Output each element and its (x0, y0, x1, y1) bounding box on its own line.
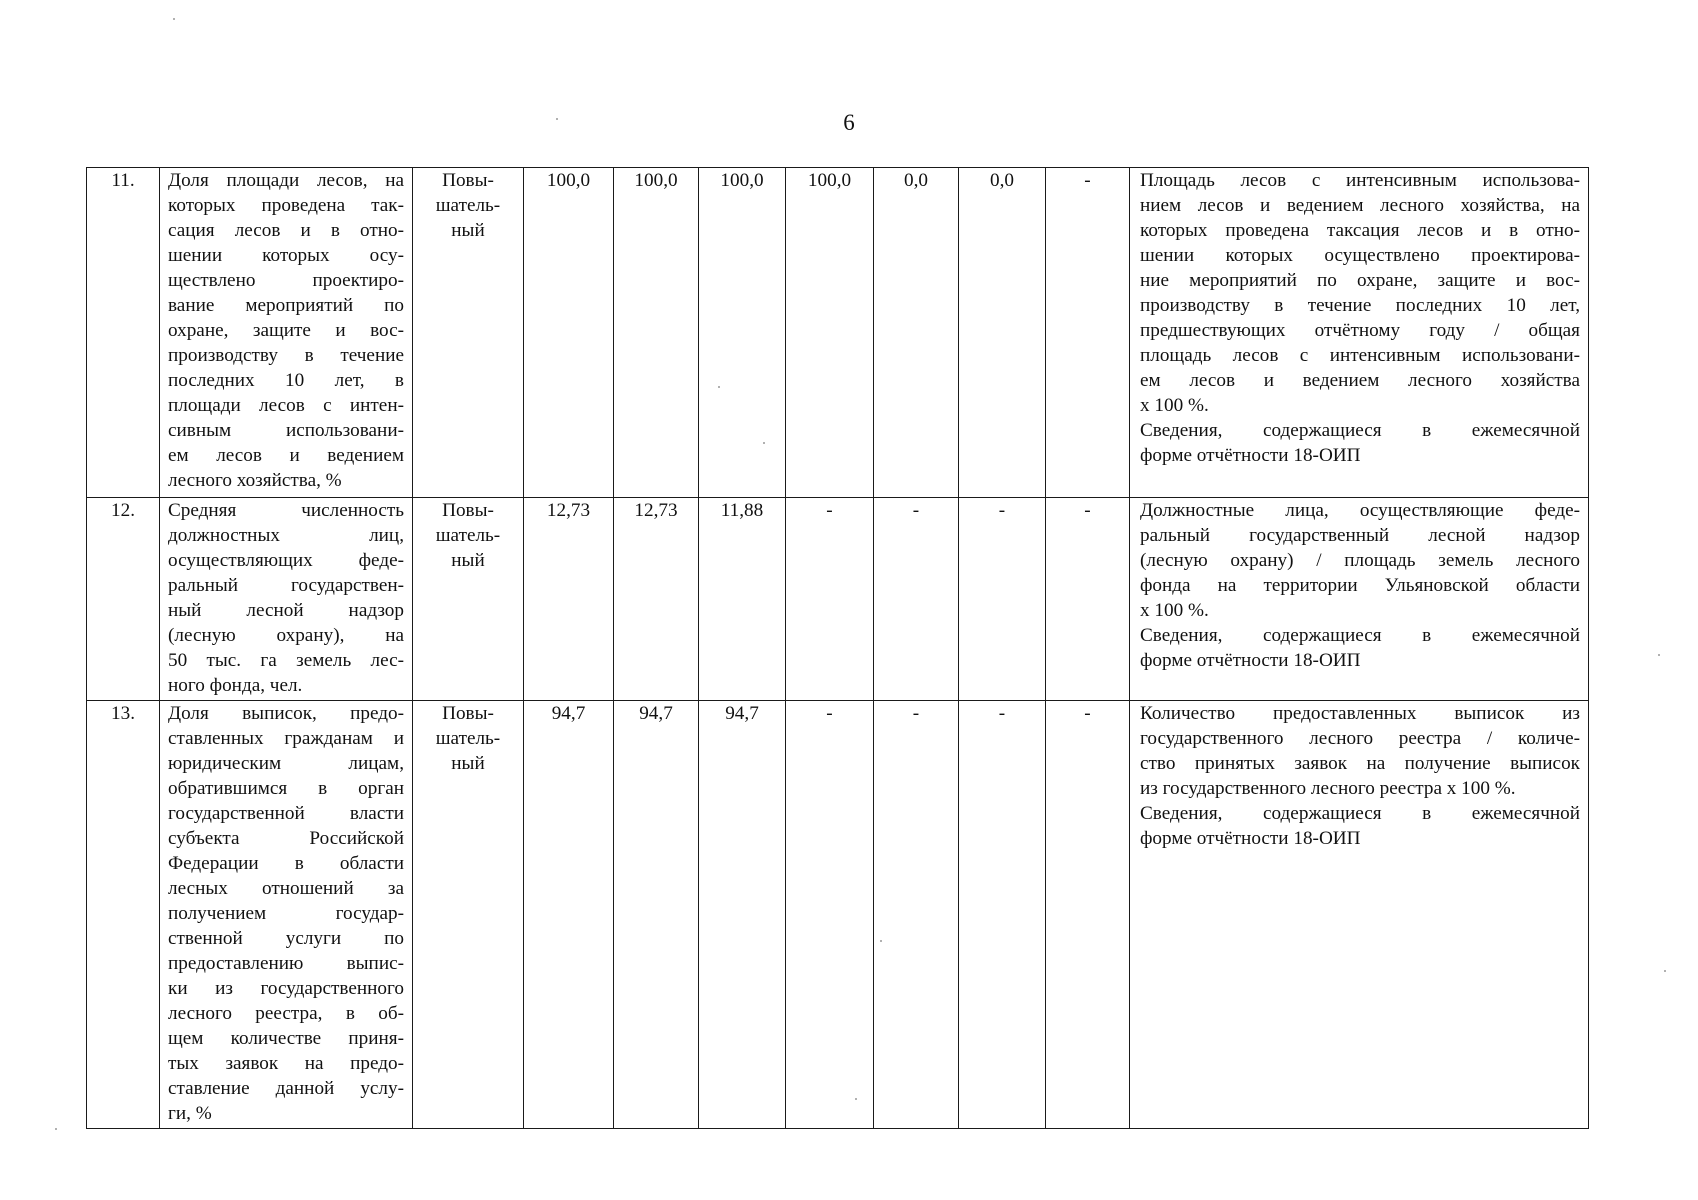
scan-speck (55, 1128, 57, 1130)
indicator-value: 0,0 (959, 168, 1046, 498)
indicator-value: 0,0 (874, 168, 959, 498)
indicator-name-line: юридическим лицам, (168, 753, 404, 774)
indicator-value: - (959, 701, 1046, 1129)
table-row (87, 701, 1589, 1129)
indicator-name-line: предоставлению выпис- (168, 953, 404, 974)
indicator-methodology-line: Количество предоставленных выписок из (1140, 703, 1580, 724)
indicator-value: 94,7 (699, 701, 786, 1129)
indicator-name-line: 50 тыс. га земель лес- (168, 650, 404, 671)
indicator-methodology-line: Сведения, содержащиеся в ежемесячной (1140, 625, 1580, 646)
indicator-value: - (786, 498, 874, 701)
indicator-methodology (1130, 701, 1589, 1129)
row-number: 12. (87, 498, 160, 701)
indicator-name (160, 168, 413, 498)
indicator-methodology-line: Сведения, содержащиеся в ежемесячной (1140, 420, 1580, 441)
indicator-direction-line: ный (451, 753, 485, 774)
indicator-methodology-line: нием лесов и ведением лесного хозяйства, на (1140, 195, 1580, 216)
indicator-methodology-line: производству в течение последних 10 лет, (1140, 295, 1580, 316)
indicator-name-line: ществлено проектиро- (168, 270, 404, 291)
indicator-name-line: охране, защите и вос- (168, 320, 404, 341)
indicator-direction (413, 168, 524, 498)
scan-speck (718, 386, 720, 388)
row-number: 11. (87, 168, 160, 498)
indicator-name-line: производству в течение (168, 345, 404, 366)
table-row (87, 168, 1589, 498)
indicator-name-line: лесного реестра, в об- (168, 1003, 404, 1024)
indicator-methodology-line: (лесную охрану) / площадь земель лесного (1140, 550, 1580, 571)
indicator-value: 11,88 (699, 498, 786, 701)
indicator-name-line: ного фонда, чел. (168, 675, 303, 696)
indicators-table (86, 167, 1589, 1129)
indicator-name-line: тых заявок на предо- (168, 1053, 404, 1074)
indicator-methodology-line: ние мероприятий по охране, защите и вос- (1140, 270, 1580, 291)
indicator-methodology-line: форме отчётности 18-ОИП (1140, 828, 1361, 849)
indicator-name-line: Средняя численность (168, 500, 404, 521)
indicator-name-line: осуществляющих феде- (168, 550, 404, 571)
indicator-name-line: Доля выписок, предо- (168, 703, 404, 724)
indicator-direction-line: ный (451, 220, 485, 241)
indicator-methodology-line: ральный государственный лесной надзор (1140, 525, 1580, 546)
indicator-name (160, 701, 413, 1129)
indicator-value: 12,73 (524, 498, 614, 701)
indicator-methodology-line: площадь лесов с интенсивным использовани- (1140, 345, 1580, 366)
indicator-name-line: которых проведена так- (168, 195, 404, 216)
indicator-direction-line: шатель- (435, 195, 501, 216)
indicator-name-line: ки из государственного (168, 978, 404, 999)
indicator-value: 100,0 (524, 168, 614, 498)
indicator-methodology-line: которых проведена таксация лесов и в отно- (1140, 220, 1580, 241)
indicator-value: - (959, 498, 1046, 701)
indicator-methodology-line: государственного лесного реестра / количе- (1140, 728, 1580, 749)
indicator-name-line: сивным использовани- (168, 420, 404, 441)
indicator-name-line: ги, % (168, 1103, 212, 1124)
indicator-value: - (1046, 168, 1130, 498)
indicator-methodology-line: ство принятых заявок на получение выписок (1140, 753, 1580, 774)
indicator-methodology (1130, 498, 1589, 701)
indicator-methodology-line: Площадь лесов с интенсивным использова- (1140, 170, 1580, 191)
indicator-name-line: должностных лиц, (168, 525, 404, 546)
indicator-name-line: ставленных гражданам и (168, 728, 404, 749)
indicator-name-line: лесных отношений за (168, 878, 404, 899)
indicator-methodology-line: Должностные лица, осуществляющие феде- (1140, 500, 1580, 521)
indicator-methodology-line: форме отчётности 18-ОИП (1140, 445, 1361, 466)
scan-speck (880, 940, 882, 942)
indicator-methodology-line: ем лесов и ведением лесного хозяйства (1140, 370, 1580, 391)
indicator-methodology-line: из государственного лесного реестра х 100 %. (1140, 778, 1516, 799)
indicator-methodology-line: Сведения, содержащиеся в ежемесячной (1140, 803, 1580, 824)
indicator-name-line: (лесную охрану), на (168, 625, 404, 646)
indicator-name-line: Доля площади лесов, на (168, 170, 404, 191)
scan-speck (173, 18, 175, 20)
table-row (87, 498, 1589, 701)
indicator-value: - (786, 701, 874, 1129)
indicator-value: - (1046, 498, 1130, 701)
scan-speck (855, 1098, 857, 1100)
row-number: 13. (87, 701, 160, 1129)
indicator-methodology (1130, 168, 1589, 498)
indicator-value: - (874, 498, 959, 701)
indicator-direction-line: Повы- (442, 170, 494, 191)
indicator-methodology-line: шении которых осуществлено проектирова- (1140, 245, 1580, 266)
indicator-name-line: ем лесов и ведением (168, 445, 404, 466)
indicator-name-line: вание мероприятий по (168, 295, 404, 316)
indicator-methodology-line: предшествующих отчётному году / общая (1140, 320, 1580, 341)
indicator-direction (413, 498, 524, 701)
page-number: 6 (843, 110, 855, 135)
indicator-direction-line: шатель- (435, 728, 501, 749)
indicator-name-line: получением государ- (168, 903, 404, 924)
indicator-name-line: ственной услуги по (168, 928, 404, 949)
indicator-name-line: сация лесов и в отно- (168, 220, 404, 241)
indicator-name-line: Федерации в области (168, 853, 404, 874)
indicator-methodology-line: х 100 %. (1140, 395, 1209, 416)
indicator-direction-line: Повы- (442, 500, 494, 521)
indicator-name-line: ральный государствен- (168, 575, 404, 596)
indicator-name-line: ный лесной надзор (168, 600, 404, 621)
indicator-value: 12,73 (614, 498, 699, 701)
scan-speck (556, 118, 558, 120)
indicator-name-line: лесного хозяйства, % (168, 470, 342, 491)
indicator-name-line: ставление данной услу- (168, 1078, 404, 1099)
indicator-methodology-line: форме отчётности 18-ОИП (1140, 650, 1361, 671)
indicator-methodology-line: х 100 %. (1140, 600, 1209, 621)
indicator-name (160, 498, 413, 701)
indicator-direction-line: Повы- (442, 703, 494, 724)
scan-speck (763, 442, 765, 444)
indicator-value: 100,0 (614, 168, 699, 498)
indicator-direction-line: шатель- (435, 525, 501, 546)
indicator-direction-line: ный (451, 550, 485, 571)
scan-speck (1664, 970, 1666, 972)
indicator-name-line: площади лесов с интен- (168, 395, 404, 416)
scan-speck (1658, 654, 1660, 656)
indicator-value: 100,0 (699, 168, 786, 498)
indicator-value: - (874, 701, 959, 1129)
indicator-name-line: шении которых осу- (168, 245, 404, 266)
indicator-direction (413, 701, 524, 1129)
indicator-name-line: щем количестве приня- (168, 1028, 404, 1049)
indicator-value: - (1046, 701, 1130, 1129)
indicator-methodology-line: фонда на территории Ульяновской области (1140, 575, 1580, 596)
indicator-value: 100,0 (786, 168, 874, 498)
indicator-value: 94,7 (524, 701, 614, 1129)
indicator-name-line: последних 10 лет, в (168, 370, 404, 391)
indicator-name-line: субъекта Российской (168, 828, 404, 849)
indicator-name-line: обратившимся в орган (168, 778, 404, 799)
indicator-value: 94,7 (614, 701, 699, 1129)
indicator-name-line: государственной власти (168, 803, 404, 824)
